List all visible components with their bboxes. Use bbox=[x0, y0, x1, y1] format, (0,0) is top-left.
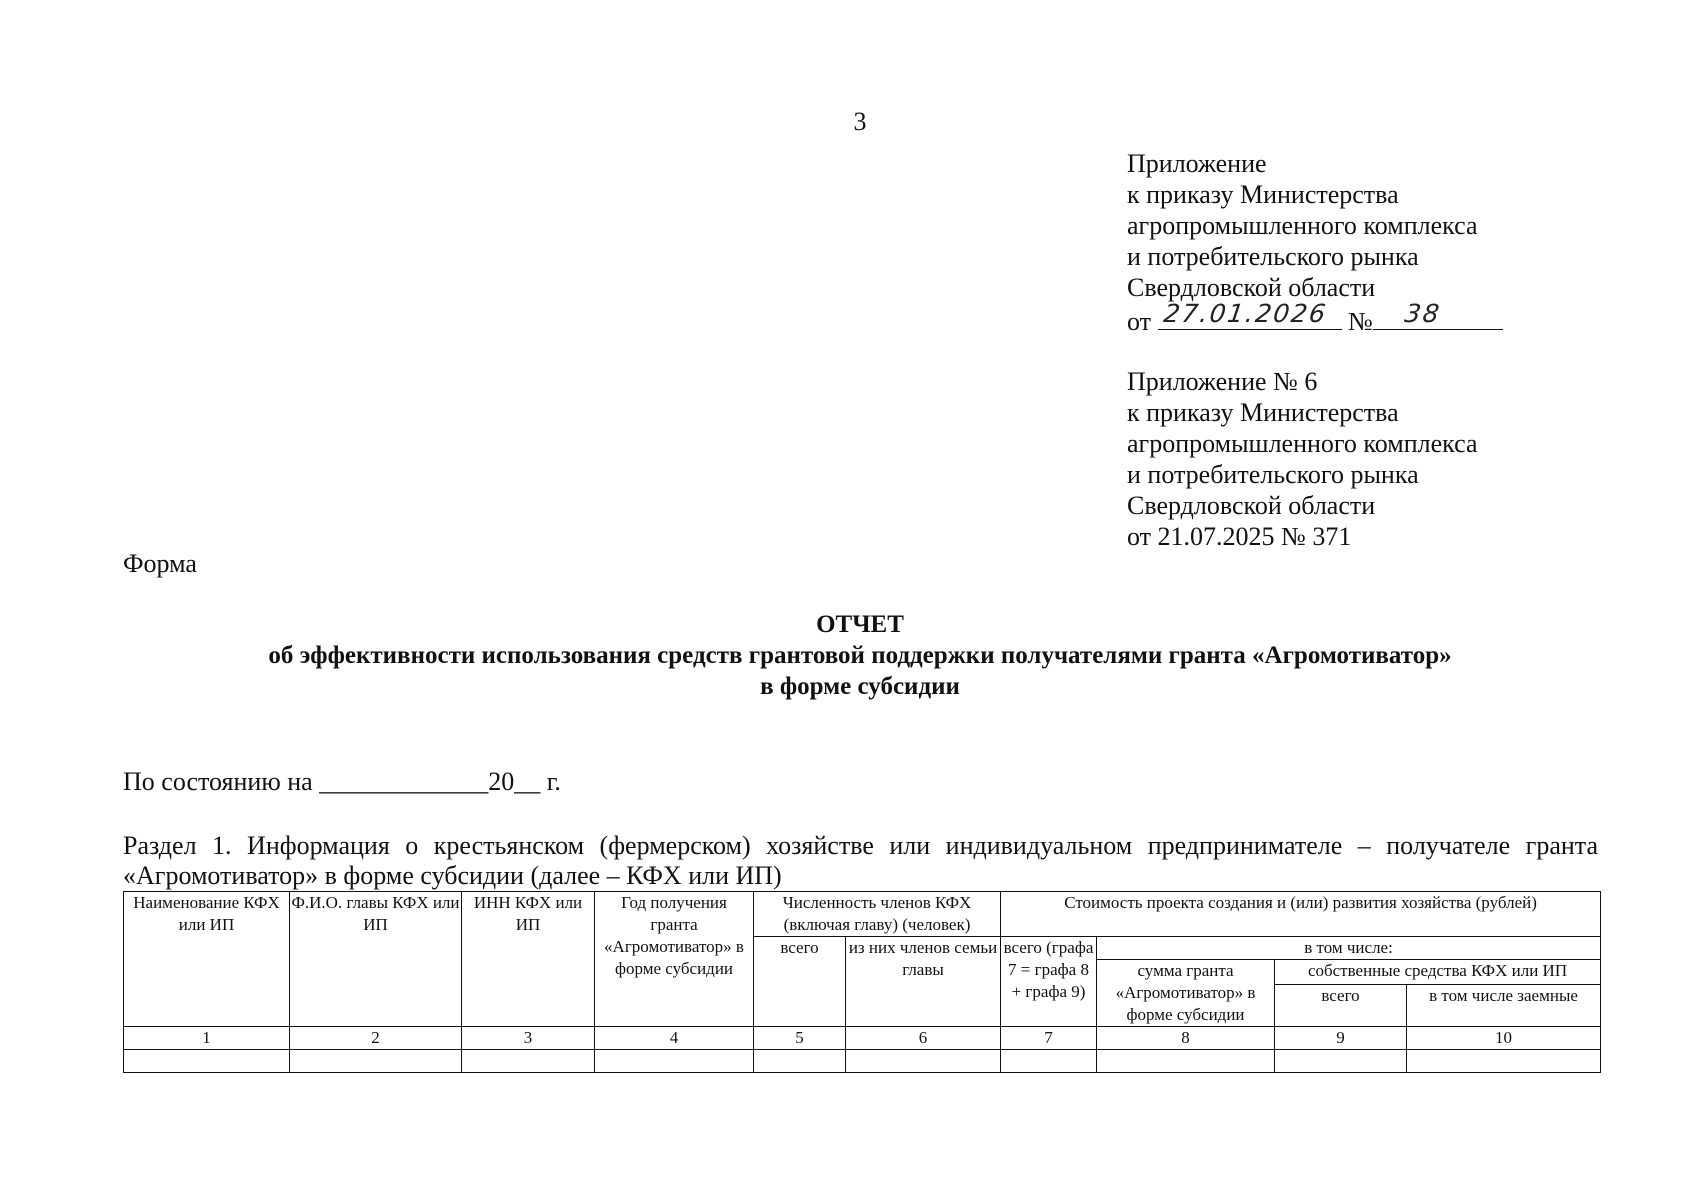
number-fill-field bbox=[1373, 299, 1503, 330]
header-members-total: всего bbox=[754, 937, 846, 1027]
number-sign: № bbox=[1348, 307, 1373, 336]
form-label: Форма bbox=[123, 549, 197, 578]
appendix-line: Приложение № 6 bbox=[1127, 367, 1318, 396]
appendix-line: Свердловской области bbox=[1127, 273, 1376, 302]
header-members-family: из них членов семьи главы bbox=[846, 937, 1001, 1027]
appendix-date-line bbox=[1127, 299, 1503, 337]
header-name: Наименование КФХ или ИП bbox=[124, 892, 290, 1027]
header-cost-total: всего (графа 7 = графа 8 + графа 9) bbox=[1001, 937, 1097, 1027]
column-number: 3 bbox=[462, 1027, 595, 1050]
table-cell bbox=[754, 1050, 846, 1073]
appendix-line: агропромышленного комплекса bbox=[1127, 429, 1478, 458]
appendix-current-block bbox=[1127, 148, 1503, 337]
appendix-original-block bbox=[1127, 366, 1478, 552]
table-row bbox=[124, 1050, 1601, 1073]
header-grant-year: Год получения гранта «Агромотиватор» в форме субсидии bbox=[595, 892, 754, 1027]
title-line: в форме субсидии bbox=[760, 673, 960, 700]
handwritten-number: 38 bbox=[1402, 299, 1443, 328]
title-line: ОТЧЕТ bbox=[816, 611, 904, 638]
header-cost-group: Стоимость проекта создания и (или) развития хозяйства (рублей) bbox=[1001, 892, 1601, 937]
column-number: 2 bbox=[290, 1027, 462, 1050]
table-cell bbox=[846, 1050, 1001, 1073]
report-title bbox=[0, 609, 1697, 702]
appendix-line: Свердловской области bbox=[1127, 491, 1376, 520]
table-cell bbox=[124, 1050, 290, 1073]
header-members-group: Численность членов КФХ (включая главу) (человек) bbox=[754, 892, 1001, 937]
header-grant-sum: сумма гранта «Агромотиватор» в форме субсидии bbox=[1097, 960, 1275, 1027]
title-line: об эффективности использования средств грантовой поддержки получателями гранта «Агромотиватор» bbox=[268, 642, 1452, 669]
table-cell bbox=[462, 1050, 595, 1073]
page-number: 3 bbox=[853, 107, 867, 136]
header-including: в том числе: bbox=[1097, 937, 1601, 960]
date-fill-field bbox=[1158, 299, 1342, 330]
date-prefix: от bbox=[1127, 307, 1152, 336]
appendix-line: к приказу Министерства bbox=[1127, 180, 1399, 209]
table-cell bbox=[1407, 1050, 1601, 1073]
header-own-borrowed: в том числе заемные bbox=[1407, 985, 1601, 1027]
table-cell bbox=[1097, 1050, 1275, 1073]
header-inn: ИНН КФХ или ИП bbox=[462, 892, 595, 1027]
header-own-total: всего bbox=[1275, 985, 1407, 1027]
handwritten-date: 27.01.2026 bbox=[1161, 299, 1329, 328]
column-number: 5 bbox=[754, 1027, 846, 1050]
column-number: 8 bbox=[1097, 1027, 1275, 1050]
appendix-line: и потребительского рынка bbox=[1127, 242, 1419, 271]
table-cell bbox=[595, 1050, 754, 1073]
report-table bbox=[123, 891, 1601, 1073]
section-heading: Раздел 1. Информация о крестьянском (фермерском) хозяйстве или индивидуальном предпринимателе – получателе гранта «Агромотиватор» в форме субсидии (далее – КФХ или ИП) bbox=[123, 831, 1598, 890]
column-number: 4 bbox=[595, 1027, 754, 1050]
column-number: 1 bbox=[124, 1027, 290, 1050]
header-own-funds: собственные средства КФХ или ИП bbox=[1275, 960, 1601, 985]
appendix-line: и потребительского рынка bbox=[1127, 460, 1419, 489]
column-number: 7 bbox=[1001, 1027, 1097, 1050]
appendix-line: агропромышленного комплекса bbox=[1127, 211, 1478, 240]
column-number: 9 bbox=[1275, 1027, 1407, 1050]
appendix-line: Приложение bbox=[1127, 149, 1267, 178]
column-number: 6 bbox=[846, 1027, 1001, 1050]
appendix-line: к приказу Министерства bbox=[1127, 398, 1399, 427]
table-cell bbox=[290, 1050, 462, 1073]
table-cell bbox=[1001, 1050, 1097, 1073]
column-number: 10 bbox=[1407, 1027, 1601, 1050]
header-head-fio: Ф.И.О. главы КФХ или ИП bbox=[290, 892, 462, 1027]
as-of-date-line: По состоянию на _____________20__ г. bbox=[123, 767, 561, 796]
appendix-line: от 21.07.2025 № 371 bbox=[1127, 522, 1352, 551]
table-cell bbox=[1275, 1050, 1407, 1073]
